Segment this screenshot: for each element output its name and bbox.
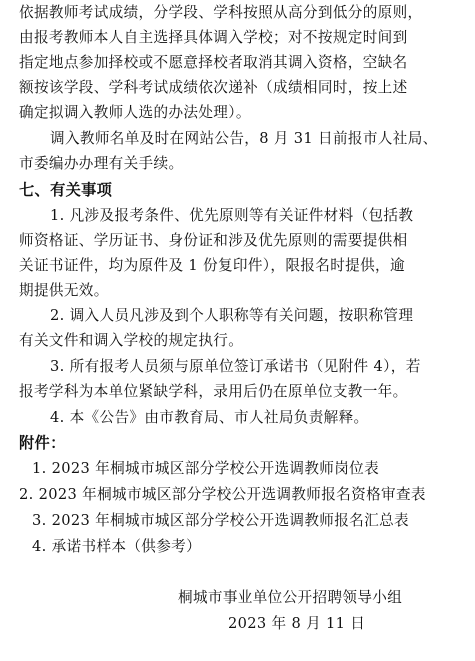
body-text-line: 关证书证件，均为原件及 1 份复印件），限报名时提供，逾 xyxy=(19,257,405,274)
attachment-item: 4. 承诺书样本（供参考） xyxy=(32,538,202,555)
body-text-line: 确定拟调入教师人选的办法处理）。 xyxy=(19,104,251,121)
attachment-item: 1. 2023 年桐城市城区部分学校公开选调教师岗位表 xyxy=(32,460,380,477)
body-text-line: 2. 调入人员凡涉及到个人职称等有关问题，按职称管理 xyxy=(50,307,414,324)
body-text-line: 师资格证、学历证书、身份证和涉及优先原则的需要提供相 xyxy=(19,232,408,249)
signature-organization: 桐城市事业单位公开招聘领导小组 xyxy=(178,589,403,606)
section-heading: 七、有关事项 xyxy=(19,181,113,199)
body-text-line: 报考学科为本单位紧缺学科，录用后仍在原单位支教一年。 xyxy=(19,383,408,400)
body-text-line: 1. 凡涉及报考条件、优先原则等有关证件材料（包括教 xyxy=(50,207,414,224)
attachment-item: 3. 2023 年桐城市城区部分学校公开选调教师报名汇总表 xyxy=(32,512,409,529)
body-text-line: 4. 本《公告》由市教育局、市人社局负责解释。 xyxy=(50,409,369,426)
body-text-line: 由报考教师本人自主选择具体调入学校；对不按规定时间到 xyxy=(19,29,408,46)
body-text-line: 3. 所有报考人员须与原单位签订承诺书（见附件 4），若 xyxy=(50,358,421,375)
body-text-line: 调入教师名单及时在网站公告，8 月 31 日前报市人社局、 xyxy=(50,130,438,147)
body-text-line: 有关文件和调入学校的规定执行。 xyxy=(19,332,244,349)
body-text-line: 额按该学段、学科考试成绩依次递补（成绩相同时，按上述 xyxy=(19,79,408,96)
body-text-line: 市委编办办理有关手续。 xyxy=(19,155,184,172)
attachment-item: 2. 2023 年桐城市城区部分学校公开选调教师报名资格审查表 xyxy=(19,486,426,503)
body-text-line: 依据教师考试成绩，分学段、学科按照从高分到低分的原则， xyxy=(19,4,423,21)
body-text-line: 期提供无效。 xyxy=(19,282,109,299)
signature-date: 2023 年 8 月 11 日 xyxy=(228,615,366,632)
body-text-line: 指定地点参加择校或不愿意择校者取消其调入资格，空缺名 xyxy=(19,54,408,71)
attachments-heading: 附件： xyxy=(19,434,66,452)
